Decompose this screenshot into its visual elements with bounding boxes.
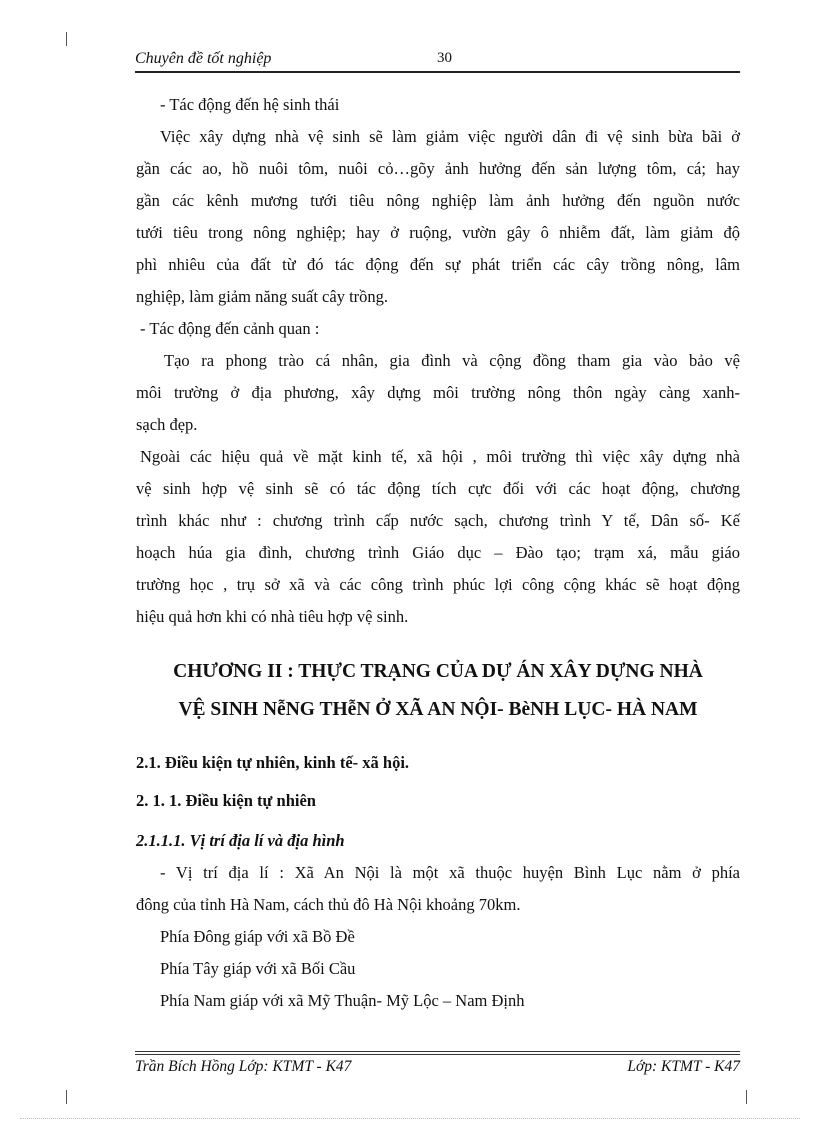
header-title: Chuyên đề tốt nghiệp [135,50,272,67]
paragraph-line: vệ sinh hợp vệ sinh sẽ có tác động tích cực đối với các hoạt động, chương [136,479,740,498]
footer-rule [135,1054,740,1055]
chapter-title-line-1: CHƯƠNG II : THỰC TRẠNG CỦA DỰ ÁN XÂY DỰNG NHÀ [173,661,703,682]
paragraph-line: gần các kênh mương tưới tiêu nông nghiệp làm ảnh hưởng đến nguồn nước [136,191,740,210]
paragraph-line: hoạch húa gia đình, chương trình Giáo dục – Đào tạo; trạm xá, mẫu giáo [136,543,740,562]
location-line: đông của tỉnh Hà Nam, cách thủ đô Hà Nội khoảng 70km. [136,895,521,914]
crop-mark-bottom-left [66,1090,69,1104]
paragraph-line: - Tác động đến hệ sinh thái [160,95,340,114]
crop-mark-top [66,32,69,46]
paragraph-line: Việc xây dựng nhà vệ sinh sẽ làm giảm việc người dân đi vệ sinh bừa bãi ở [160,127,740,146]
border-south: Phía Nam giáp với xã Mỹ Thuận- Mỹ Lộc – Nam Định [160,991,525,1010]
chapter-title-line-2: VỆ SINH NễNG THễN Ở XÃ AN NỘI- BèNH LỤC- HÀ NAM [178,699,698,720]
paragraph-line: môi trường ở địa phương, xây dựng môi trường nông thôn ngày càng xanh- [136,383,740,402]
paragraph-line: - Tác động đến cảnh quan : [140,319,320,338]
paragraph-line: phì nhiêu của đất từ đó tác động đến sự phát triển các cây trồng nông, lâm [136,255,740,274]
border-east: Phía Đông giáp với xã Bồ Đề [160,927,355,946]
paragraph-line: tưới tiêu trong nông nghiệp; hay ở ruộng, vườn gây ô nhiễm đất, làm giảm độ [136,223,740,242]
paragraph-line: trình khác như : chương trình cấp nước sạch, chương trình Y tế, Dân số- Kế [136,511,740,530]
paragraph-line: gần các ao, hồ nuôi tôm, nuôi cỏ…gõy ảnh hưởng đến sản lượng tôm, cá; hay [136,159,740,178]
paragraph-line: Tạo ra phong trào cá nhân, gia đình và cộng đồng tham gia vào bảo vệ [164,351,740,370]
paragraph-line: trường học , trụ sở xã và các công trình phúc lợi công cộng khác sẽ hoạt động [136,575,740,594]
header-rule [135,71,740,73]
footer-class: Lớp: KTMT - K47 [627,1058,740,1075]
page-edge-dotted-line [20,1118,800,1119]
paragraph-line: sạch đẹp. [136,415,198,434]
paragraph-line: hiệu quả hơn khi có nhà tiêu hợp vệ sinh. [136,607,409,626]
section-heading-2-1-1: 2. 1. 1. Điều kiện tự nhiên [136,791,316,810]
paragraph-line: Ngoài các hiệu quả về mặt kinh tế, xã hội , môi trường thì việc xây dựng nhà [140,447,740,466]
section-heading-2-1-1-1: 2.1.1.1. Vị trí địa lí và địa hình [136,831,345,850]
section-heading-2-1: 2.1. Điều kiện tự nhiên, kinh tế- xã hội. [136,753,410,772]
location-line: - Vị trí địa lí : Xã An Nội là một xã thuộc huyện Bình Lục nằm ở phía [160,863,740,882]
page-footer [135,1056,740,1080]
footer-author: Trần Bích Hồng Lớp: KTMT - K47 [135,1058,352,1075]
paragraph-line: nghiệp, làm giảm năng suất cây trồng. [136,287,389,306]
footer-rule [135,1051,740,1052]
page-header [135,46,740,74]
page-number: 30 [437,50,452,66]
crop-mark-bottom-right [746,1090,749,1104]
border-west: Phía Tây giáp với xã Bối Cầu [160,959,356,978]
